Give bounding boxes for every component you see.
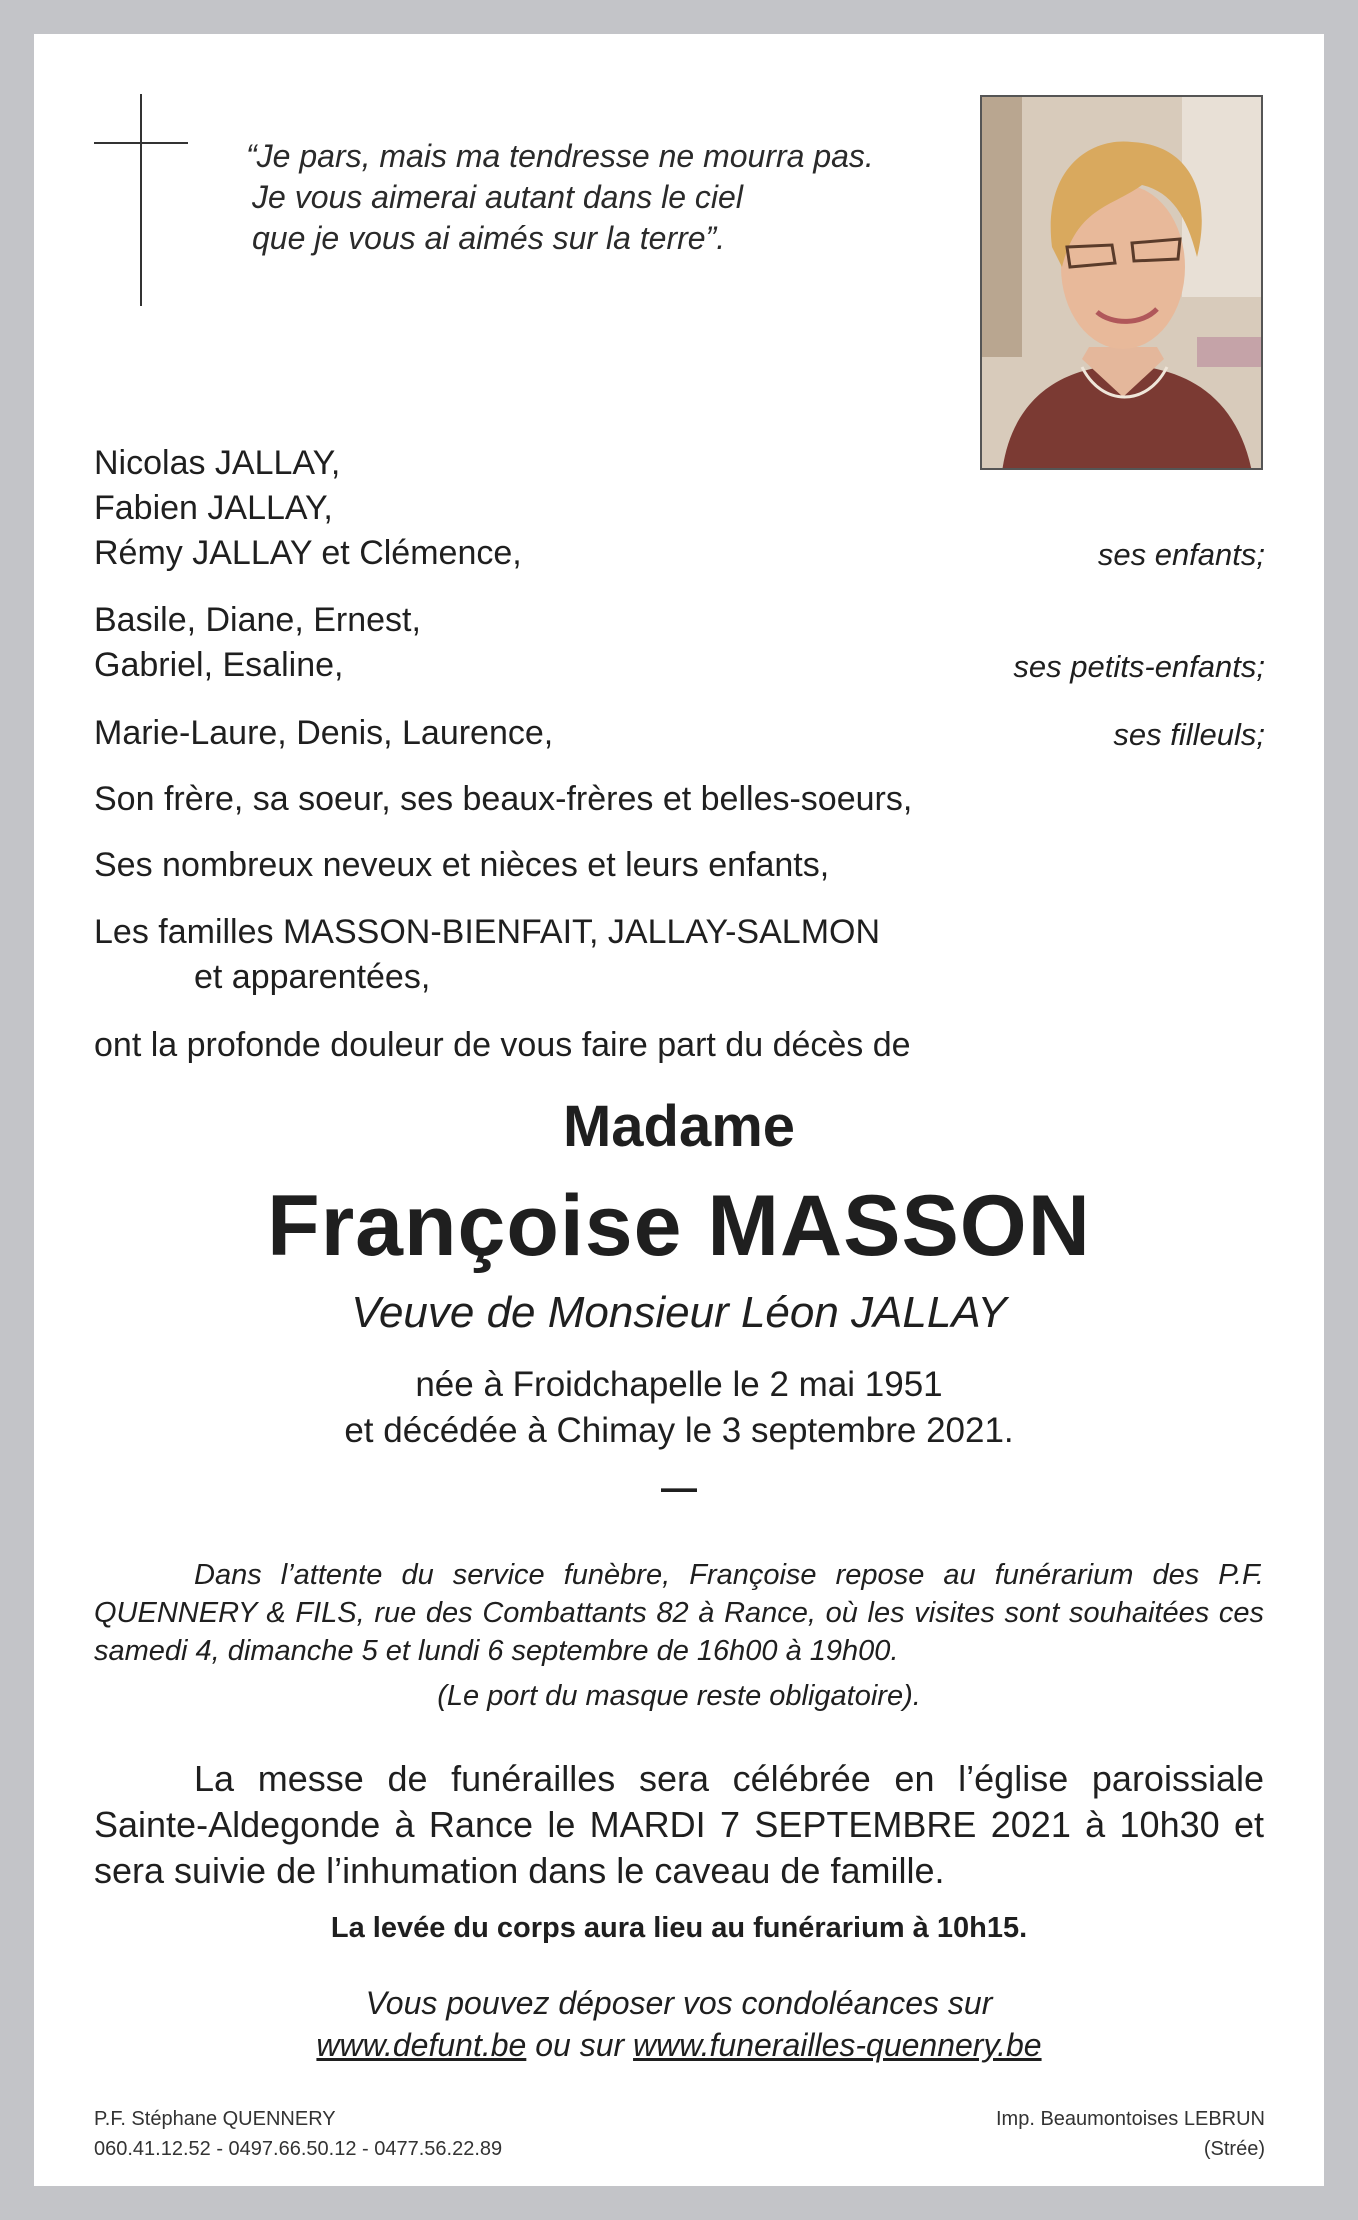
cross-icon	[140, 94, 142, 306]
quennery-link[interactable]: www.funerailles-quennery.be	[633, 2027, 1042, 2063]
child-name: Rémy JALLAY et Clémence,	[94, 534, 522, 572]
widow-of: Veuve de Monsieur Léon JALLAY	[351, 1288, 1007, 1337]
levee-note: La levée du corps aura lieu au funérarium à 10h15.	[330, 1912, 1028, 1944]
portrait-photo	[980, 95, 1263, 470]
deceased-name: Françoise MASSON	[267, 1178, 1091, 1274]
funeral-home-name: P.F. Stéphane QUENNERY	[94, 2108, 336, 2130]
child-name: Nicolas JALLAY,	[94, 444, 341, 482]
death-line: et décédée à Chimay le 3 septembre 2021.	[344, 1411, 1014, 1450]
defunt-link[interactable]: www.defunt.be	[316, 2027, 527, 2063]
divider: —	[661, 1467, 697, 1508]
birth-line: née à Froidchapelle le 2 mai 1951	[415, 1365, 943, 1404]
children-label: ses enfants;	[1097, 537, 1265, 572]
condolences-joiner: ou sur	[526, 2027, 634, 2063]
condolences-links	[0, 2024, 1358, 2066]
condolences-intro: Vous pouvez déposer vos condoléances sur	[365, 1985, 993, 2021]
godchildren-label: ses filleuls;	[1113, 717, 1265, 752]
quote-line: que je vous ai aimés sur la terre”.	[252, 220, 726, 256]
mass-paragraph	[94, 1756, 1264, 1894]
families-line: Les familles MASSON-BIENFAIT, JALLAY-SALMON	[94, 913, 881, 951]
siblings-line: Son frère, sa soeur, ses beaux-frères et belles-soeurs,	[94, 780, 913, 818]
quote-line: “Je pars, mais ma tendresse ne mourra pas.	[246, 138, 874, 174]
deceased-title: Madame	[562, 1094, 796, 1159]
announcement-line: ont la profonde douleur de vous faire part du décès de	[94, 1026, 911, 1064]
grandchildren-line: Basile, Diane, Ernest,	[94, 601, 421, 639]
mask-note: (Le port du masque reste obligatoire).	[437, 1680, 921, 1712]
child-name: Fabien JALLAY,	[94, 489, 333, 527]
printer-name: Imp. Beaumontoises LEBRUN	[995, 2108, 1265, 2130]
printer-location: (Strée)	[1203, 2138, 1265, 2160]
funeral-home-phones: 060.41.12.52 - 0497.66.50.12 - 0477.56.22.89	[94, 2138, 503, 2160]
grandchildren-label: ses petits-enfants;	[1013, 649, 1265, 684]
visits-text: Dans l’attente du service funèbre, Françoise repose au funérarium des P.F. QUENNERY & FILS, rue des Combattants 82 à Rance, où les visites sont souhaitées ces samedi 4, dimanche 5 et lundi 6 septembre de 16h00 à 19h00.	[94, 1559, 1264, 1667]
families-continued: et apparentées,	[194, 958, 431, 996]
mass-text: La messe de funérailles sera célébrée en l’église paroissiale Sainte-Aldegonde à Rance le MARDI 7 SEPTEMBRE 2021 à 10h30 et sera suivie de l’inhumation dans le caveau de famille.	[94, 1758, 1264, 1891]
visits-paragraph	[94, 1556, 1264, 1670]
nephews-line: Ses nombreux neveux et nièces et leurs enfants,	[94, 846, 830, 884]
godchildren-line: Marie-Laure, Denis, Laurence,	[94, 714, 554, 752]
quote-line: Je vous aimerai autant dans le ciel	[252, 179, 743, 215]
portrait-illustration	[982, 97, 1263, 470]
cross-icon-bar	[94, 142, 188, 144]
memorial-quote	[246, 136, 946, 259]
grandchildren-line: Gabriel, Esaline,	[94, 646, 344, 684]
